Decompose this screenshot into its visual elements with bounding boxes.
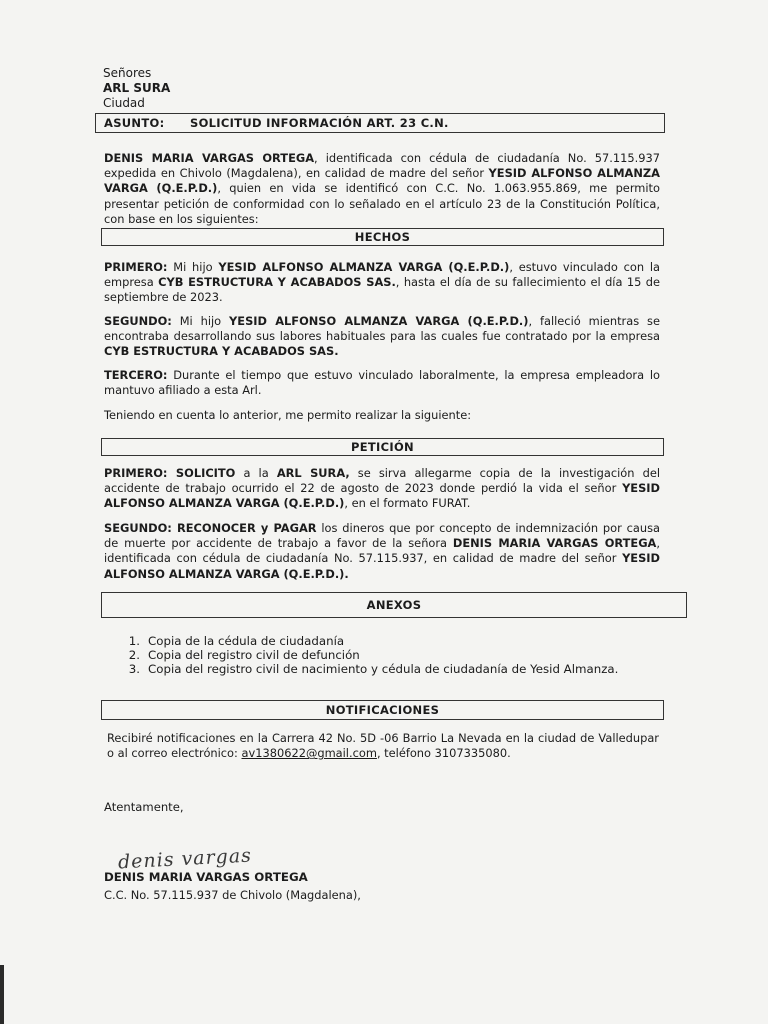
- anexos-heading: ANEXOS: [366, 598, 422, 612]
- addressee-city: Ciudad: [103, 96, 145, 110]
- hechos-primero: [104, 260, 660, 306]
- hechos-heading-box: [101, 228, 664, 246]
- list-item-number: 1.: [128, 634, 140, 648]
- list-item-text: Copia del registro civil de defunción: [148, 648, 360, 662]
- addressee-company: ARL SURA: [103, 81, 171, 95]
- peticion-segundo-label: SEGUNDO:: [104, 521, 172, 535]
- notificaciones-paragraph: [107, 731, 659, 761]
- hechos-closing: Teniendo en cuenta lo anterior, me permito realizar la siguiente:: [104, 408, 472, 422]
- email-address: av1380622@gmail.com: [241, 746, 377, 761]
- list-item: [118, 634, 658, 648]
- hechos-segundo-son: YESID ALFONSO ALMANZA VARGA (Q.E.P.D.): [229, 314, 529, 328]
- peticion-segundo-name: DENIS MARIA VARGAS ORTEGA: [452, 536, 657, 551]
- handwritten-signature: denis vargas: [117, 844, 253, 874]
- intro-son-name: YESID ALFONSO ALMANZA VARGA (Q.E.P.D.): [104, 166, 660, 196]
- hechos-primero-company: CYB ESTRUCTURA Y ACABADOS SAS.: [158, 275, 396, 290]
- hechos-tercero: [104, 368, 660, 398]
- list-item: [118, 662, 658, 676]
- addressee-salutation: Señores: [103, 66, 152, 80]
- hechos-segundo-label: SEGUNDO:: [104, 314, 172, 328]
- anexos-list: [118, 634, 658, 676]
- scan-edge-mark: [0, 965, 4, 1024]
- addressee-block: [103, 66, 170, 111]
- hechos-primero-text-3: , hasta el día de su fallecimiento el día 15 de septiembre de 2023.: [104, 275, 660, 305]
- hechos-segundo-text-2: , falleció mientras se encontraba desarrollando sus labores habituales para las cuales fue contratado por la empresa: [104, 314, 661, 344]
- anexos-heading-box: [101, 592, 687, 618]
- hechos-segundo-text-1: Mi hijo: [171, 314, 230, 328]
- intro-text-1: , identificada con cédula de ciudadanía No. 57.115.937 expedida en Chivolo (Magdalena), en calidad de madre del señor: [104, 151, 660, 181]
- peticion-primero-text-2: se sirva allegarme copia de la investigación del accidente de trabajo ocurrido el 22 de agosto de 2023 donde perdió la vida el señor: [104, 466, 660, 496]
- peticion-primero-text-1: a la: [235, 466, 277, 480]
- hechos-segundo-company: CYB ESTRUCTURA Y ACABADOS SAS.: [104, 344, 339, 359]
- hechos-heading: HECHOS: [354, 230, 411, 244]
- peticion-segundo-verb: RECONOCER y PAGAR: [171, 521, 317, 535]
- notificaciones-heading-box: [101, 700, 664, 720]
- intro-text-2: , quien en vida se identificó con C.C. No. 1.063.955.869, me permito presentar petición de conformidad con lo señalado en el artículo 23 de la Constitución Política, con base en los siguientes:: [104, 181, 660, 226]
- list-item: [118, 648, 658, 662]
- peticion-primero-arl: ARL SURA,: [276, 466, 350, 480]
- notificaciones-heading: NOTIFICACIONES: [325, 703, 440, 717]
- list-item-number: 3.: [128, 662, 140, 676]
- hechos-primero-text-1: Mi hijo: [167, 260, 219, 274]
- hechos-tercero-text: Durante el tiempo que estuvo vinculado laboralmente, la empresa empleadora lo mantuvo afiliado a esta Arl.: [104, 368, 660, 398]
- peticion-primero-label: PRIMERO:: [104, 466, 168, 480]
- intro-paragraph: [104, 151, 660, 227]
- list-item-number: 2.: [128, 648, 140, 662]
- peticion-segundo-text-1: los dineros que por concepto de indemnización por causa de muerte por accidente de trabajo a favor de la señora: [104, 521, 660, 551]
- hechos-segundo: [104, 314, 660, 360]
- peticion-heading: PETICIÓN: [351, 440, 414, 454]
- hechos-tercero-label: TERCERO:: [104, 368, 168, 382]
- hechos-primero-son: YESID ALFONSO ALMANZA VARGA (Q.E.P.D.): [218, 260, 510, 274]
- notificaciones-text-2: , teléfono 3107335080.: [376, 746, 511, 761]
- subject-label: ASUNTO:: [104, 116, 165, 130]
- hechos-primero-text-2: , estuvo vinculado con la empresa: [104, 260, 660, 290]
- peticion-primero-verb: SOLICITO: [167, 466, 236, 480]
- subject-box: [95, 113, 665, 133]
- signer-name: DENIS MARIA VARGAS ORTEGA: [104, 870, 308, 884]
- peticion-primero: [104, 466, 660, 512]
- peticion-primero-son: YESID ALFONSO ALMANZA VARGA (Q.E.P.D.): [104, 481, 660, 511]
- peticion-segundo-text-2: , identificada con cédula de ciudadanía No. 57.115.937, en calidad de madre del señor: [104, 536, 660, 566]
- peticion-heading-box: [101, 438, 664, 456]
- signer-id: C.C. No. 57.115.937 de Chivolo (Magdalena),: [104, 888, 361, 902]
- closing-salutation: Atentamente,: [104, 800, 184, 814]
- petitioner-name: DENIS MARIA VARGAS ORTEGA: [104, 151, 315, 165]
- list-item-text: Copia del registro civil de nacimiento y cédula de ciudadanía de Yesid Almanza.: [148, 662, 619, 676]
- list-item-text: Copia de la cédula de ciudadanía: [148, 634, 345, 648]
- subject-text: SOLICITUD INFORMACIÓN ART. 23 C.N.: [190, 116, 449, 130]
- hechos-primero-label: PRIMERO:: [104, 260, 168, 274]
- notificaciones-text-1: Recibiré notificaciones en la Carrera 42 No. 5D -06 Barrio La Nevada en la ciudad de Valledupar o al correo electrónico:: [107, 731, 659, 761]
- peticion-segundo: [104, 521, 660, 582]
- peticion-primero-text-3: , en el formato FURAT.: [344, 496, 471, 511]
- peticion-segundo-son: YESID ALFONSO ALMANZA VARGA (Q.E.P.D.).: [104, 551, 660, 581]
